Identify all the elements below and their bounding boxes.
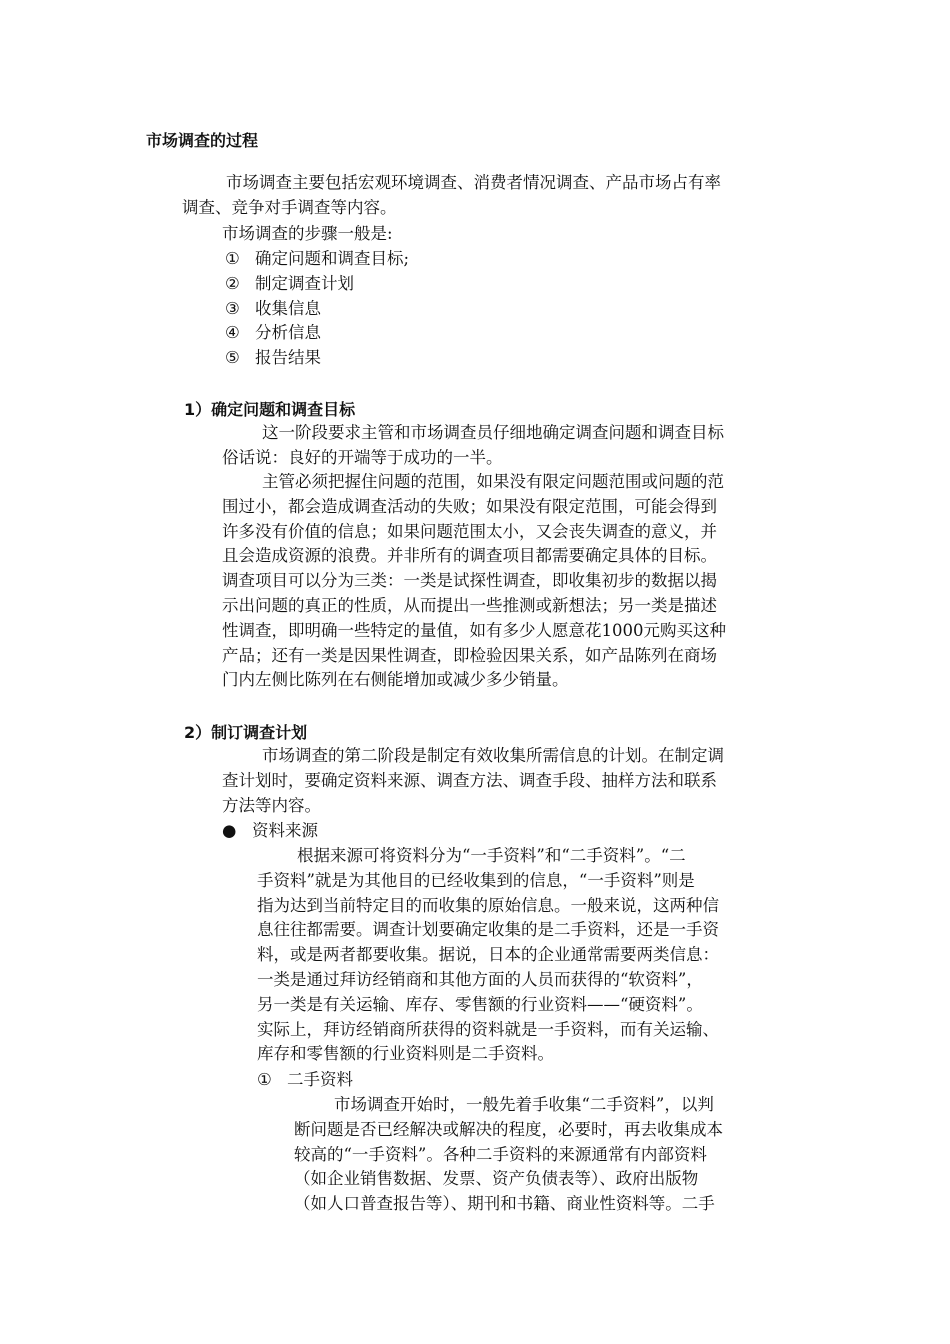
text-line: 市场调查的步骤一般是:	[222, 224, 393, 243]
text-line: 断问题是否已经解决或解决的程度，必要时，再去收集成本	[294, 1119, 723, 1139]
list-text: 制定调查计划	[255, 273, 354, 293]
section1-paragraph-2	[222, 470, 808, 693]
text-line: 示出问题的真正的性质，从而提出一些推测或新想法；另一类是描述	[222, 595, 717, 615]
text-line: 市场调查开始时，一般先着手收集“二手资料”，以判	[334, 1095, 714, 1114]
text-line: 市场调查主要包括宏观环境调查、消费者情况调查、产品市场占有率	[226, 173, 721, 192]
text-line: （如人口普查报告等）、期刊和书籍、商业性资料等。二手	[294, 1194, 715, 1214]
text-line: 一类是通过拜访经销商和其他方面的人员而获得的“软资料”，	[257, 969, 703, 989]
text-line: 息往往都需要。调查计划要确定收集的是二手资料，还是一手资	[257, 920, 719, 940]
sub-heading	[257, 1068, 353, 1093]
bullet-item	[222, 819, 318, 844]
sub-paragraph	[294, 1093, 806, 1217]
list-number: ⑤	[225, 348, 240, 368]
list-text: 分析信息	[255, 323, 321, 343]
text-line: 调查项目可以分为三类：一类是试探性调查，即收集初步的数据以揭	[222, 571, 717, 591]
text-line: 围过小，都会造成调查活动的失败；如果没有限定范围，可能会得到	[222, 496, 717, 516]
text-line: 许多没有价值的信息；如果问题范围太小，又会丧失调查的意义，并	[222, 521, 717, 541]
bullet-paragraph	[257, 844, 807, 1067]
text-line: 性调查，即明确一些特定的量值，如有多少人愿意花1000元购买这种	[222, 620, 726, 640]
text-line: 实际上，拜访经销商所获得的资料就是一手资料，而有关运输、	[257, 1019, 719, 1039]
list-text: 确定问题和调查目标;	[255, 249, 410, 268]
section2-paragraph-1	[222, 744, 808, 818]
text-line: 俗话说：良好的开端等于成功的一半。	[222, 447, 503, 467]
list-text: 报告结果	[255, 348, 321, 368]
list-text: 收集信息	[255, 298, 321, 318]
text-line: 门内左侧比陈列在右侧能增加或减少多少销量。	[222, 670, 569, 690]
text-line: 查计划时，要确定资料来源、调查方法、调查手段、抽样方法和联系	[222, 770, 717, 790]
list-number: ①	[225, 249, 240, 268]
text-line: 这一阶段要求主管和市场调查员仔细地确定调查问题和调查目标	[262, 423, 724, 442]
text-line: 主管必须把握住问题的范围，如果没有限定问题范围或问题的范	[262, 472, 724, 491]
text-line: 方法等内容。	[222, 795, 321, 815]
list-item	[225, 297, 409, 322]
bullet-heading	[222, 819, 318, 844]
steps-list	[225, 247, 409, 371]
list-number: ④	[225, 323, 240, 343]
intro-paragraph	[146, 171, 810, 221]
bullet-icon: ●	[222, 821, 237, 840]
list-item	[225, 346, 409, 371]
text-line: （如企业销售数据、发票、资产负债表等）、政府出版物	[294, 1169, 699, 1189]
text-line: 库存和零售额的行业资料则是二手资料。	[257, 1044, 554, 1064]
list-item	[257, 1068, 353, 1093]
list-item	[225, 247, 409, 272]
steps-lead	[222, 222, 393, 247]
list-number: ②	[225, 273, 240, 293]
text-line: 另一类是有关运输、库存、零售额的行业资料——“硬资料”。	[257, 994, 703, 1014]
text-line: 产品；还有一类是因果性调查，即检验因果关系，如产品陈列在商场	[222, 645, 717, 665]
list-number: ①	[257, 1070, 272, 1089]
text-line: 手资料”就是为其他目的已经收集到的信息，“一手资料”则是	[257, 870, 695, 890]
text-line: 且会造成资源的浪费。并非所有的调查项目都需要确定具体的目标。	[222, 546, 717, 566]
list-item	[225, 321, 409, 346]
list-item	[225, 272, 409, 297]
section-heading: 2）制订调查计划	[184, 723, 308, 742]
text-line: 调查、竞争对手调查等内容。	[182, 197, 397, 217]
text-line: 根据来源可将资料分为“一手资料”和“二手资料”。“二	[297, 846, 686, 865]
list-number: ③	[225, 298, 240, 318]
text-line: 指为达到当前特定目的而收集的原始信息。一般来说，这两种信	[257, 895, 719, 915]
section1-paragraph-1	[222, 421, 808, 471]
document-title: 市场调查的过程	[146, 131, 259, 150]
text-line: 市场调查的第二阶段是制定有效收集所需信息的计划。在制定调	[262, 746, 724, 765]
bullet-label: 资料来源	[252, 821, 318, 840]
text-line: 较高的“一手资料”。各种二手资料的来源通常有内部资料	[294, 1144, 707, 1164]
section-heading: 1）确定问题和调查目标	[184, 400, 356, 419]
list-text: 二手资料	[287, 1070, 353, 1089]
text-line: 料，或是两者都要收集。据说，日本的企业通常需要两类信息：	[257, 945, 719, 965]
